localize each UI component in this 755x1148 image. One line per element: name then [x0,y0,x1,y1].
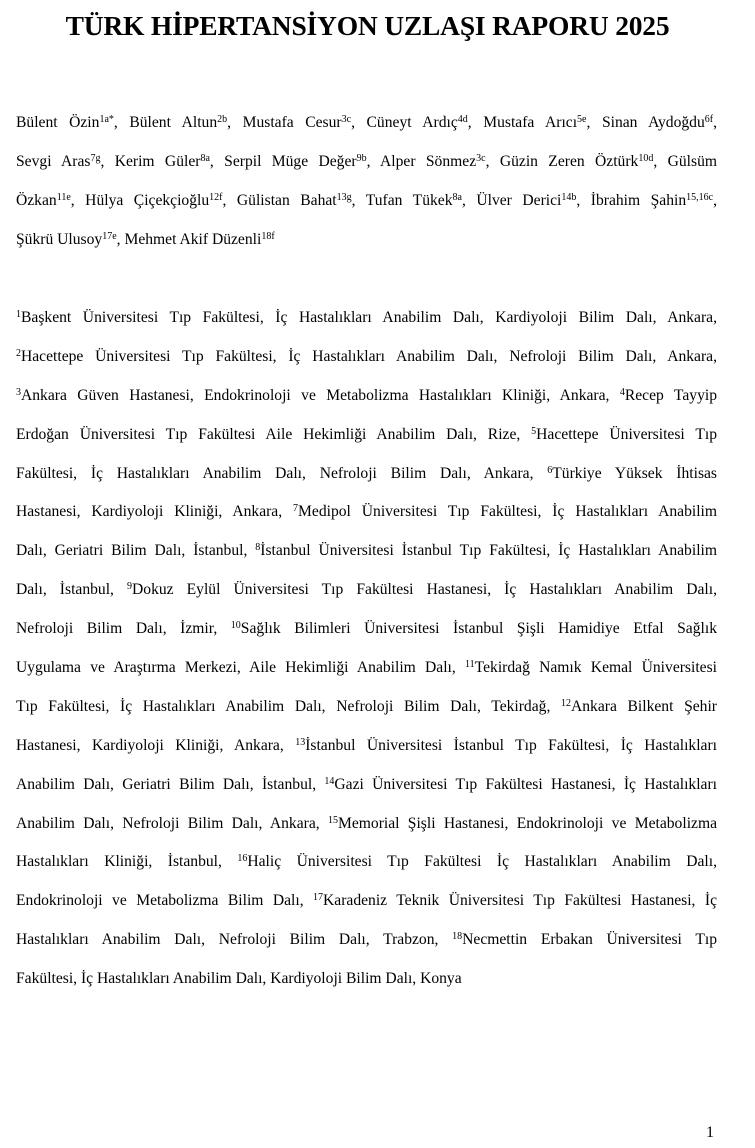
text-line [16,108,717,147]
text-run: Anabilim Dalı, Geriatri Bilim Dalı, İstanbul, [16,775,325,793]
superscript-marker: 15,16c [686,191,714,203]
text-line [16,770,717,809]
text-line [16,809,717,848]
superscript-marker: 5 [531,425,537,437]
text-line [16,614,717,653]
text-run: Nefroloji Bilim Dalı, İzmir, [16,620,231,638]
text-run: Dalı, Geriatri Bilim Dalı, İstanbul, [16,542,256,560]
text-run: Şükrü Ulusoy [16,230,103,248]
superscript-marker: 8 [255,542,261,554]
text-run: Hacettepe Üniversitesi Tıp [536,425,717,443]
superscript-marker: 3 [16,386,21,398]
text-run: Tekirdağ Namık Kemal Üniversitesi [474,659,717,677]
text-line [16,964,717,1003]
text-run: , Kerim Güler [100,152,201,170]
text-run: , Bülent Altun [113,114,218,131]
document-title: TÜRK HİPERTANSİYON UZLAŞI RAPORU 2025 [65,10,670,41]
superscript-marker: 6f [704,114,714,125]
text-run: Hastalıkları Kliniği, İstanbul, [16,853,238,871]
superscript-marker: 13g [336,191,352,203]
text-run: Tıp Fakültesi, İç Hastalıkları Anabilim Dalı, Nefroloji Bilim Dalı, Tekirdağ, [16,697,561,715]
text-run: İstanbul Üniversitesi İstanbul Tıp Fakültesi, İç Hastalıkları Anabilim [260,542,717,560]
superscript-marker: 5e [577,114,587,125]
text-line [16,342,717,381]
text-run: Hastalıkları Anabilim Dalı, Nefroloji Bilim Dalı, Trabzon, [16,931,453,949]
text-run: , Ülver Derici [461,191,562,209]
text-line [16,847,717,886]
superscript-marker: 15 [327,814,338,826]
superscript-marker: 4 [619,386,625,398]
text-line [16,497,717,536]
text-run: Türkiye Yüksek İhtisas [552,464,717,482]
text-run: Sevgi Aras [16,152,91,170]
superscript-marker: 3c [476,152,486,164]
text-run: , Mustafa Cesur [227,114,342,131]
superscript-marker: 9b [356,152,367,164]
text-line [16,886,717,925]
text-run: Haliç Üniversitesi Tıp Fakültesi İç Hastalıkları Anabilim Dalı, [247,853,717,871]
text-run: , Mehmet Akif Düzenli [116,230,262,248]
text-run: , Cüneyt Ardıç [351,114,458,131]
superscript-marker: 7g [90,152,101,164]
superscript-marker: 2 [16,347,21,359]
text-line [16,303,717,342]
text-run: Hacettepe Üniversitesi Tıp Fakültesi, İç Hastalıkları Anabilim Dalı, Nefroloji Bilim Dalı, Ankara, [21,347,717,365]
text-run: Hastanesi, Kardiyoloji Kliniği, Ankara, [16,503,294,521]
text-run: Uygulama ve Araştırma Merkezi, Aile Hekimliği Anabilim Dalı, [16,659,466,677]
text-line [16,575,717,614]
text-run: Özkan [16,191,57,209]
superscript-marker: 14 [324,775,335,787]
text-run: Recep Tayyip [624,386,717,404]
text-line [16,536,717,575]
superscript-marker: 10 [230,620,241,632]
text-run: Dalı, İstanbul, [16,581,128,599]
text-run: , İbrahim Şahin [576,191,687,209]
text-run: Memorial Şişli Hastanesi, Endokrinoloji ve Metabolizma [337,814,717,832]
text-run: Fakültesi, İç Hastalıkları Anabilim Dalı, Nefroloji Bilim Dalı, Ankara, [16,464,548,482]
superscript-marker: 17 [313,892,324,904]
text-run: , [713,114,718,131]
superscript-marker: 11 [465,659,475,671]
text-line [16,692,717,731]
text-run: , Tufan Tükek [351,191,453,209]
superscript-marker: 18f [261,230,275,242]
superscript-marker: 11e [56,191,71,203]
superscript-marker: 14b [561,191,577,203]
superscript-marker: 13 [295,736,306,748]
text-run: Endokrinoloji ve Metabolizma Bilim Dalı, [16,892,314,910]
superscript-marker: 9 [127,581,133,593]
author-list [16,108,717,264]
text-line [16,731,717,770]
text-run: Necmettin Erbakan Üniversitesi Tıp [462,931,717,949]
superscript-marker: 16 [237,853,248,865]
superscript-marker: 12 [561,697,571,709]
text-run: Hastanesi, Kardiyoloji Kliniği, Ankara, [16,736,296,754]
text-line [16,653,717,692]
text-run: Medipol Üniversitesi Tıp Fakültesi, İç Hastalıkları Anabilim [298,503,718,521]
text-line [16,186,717,225]
text-run: , Gülistan Bahat [222,191,337,209]
text-line [16,147,717,186]
text-run: Karadeniz Teknik Üniversitesi Tıp Fakültesi Hastanesi, İç [323,892,717,910]
text-run: , Mustafa Arıcı [467,114,578,131]
superscript-marker: 7 [293,503,299,515]
text-line [16,420,717,459]
superscript-marker: 4d [457,114,468,125]
text-run: , [713,191,718,209]
superscript-marker: 3c [341,114,352,125]
superscript-marker: 8a [200,152,210,164]
text-run: , Serpil Müge Değer [209,152,357,170]
text-line [16,459,717,498]
superscript-marker: 1a* [99,114,114,125]
text-run: , Alper Sönmez [366,152,477,170]
text-run: Gazi Üniversitesi Tıp Fakültesi Hastanesi, İç Hastalıkları [334,775,717,793]
affiliation-list [16,303,717,1003]
superscript-marker: 1 [16,309,21,320]
page-number: 1 [706,1124,714,1141]
superscript-marker: 18 [452,931,463,943]
text-run: Sağlık Bilimleri Üniversitesi İstanbul Şişli Hamidiye Etfal Sağlık [240,620,717,638]
text-run: Erdoğan Üniversitesi Tıp Fakültesi Aile Hekimliği Anabilim Dalı, Rize, [16,425,532,443]
text-run: , Hülya Çiçekçioğlu [70,191,210,209]
text-line [16,925,717,964]
text-run: Fakültesi, İç Hastalıkları Anabilim Dalı, Kardiyoloji Bilim Dalı, Konya [16,970,462,988]
text-run: , Güzin Zeren Öztürk [485,152,639,170]
text-run: Ankara Bilkent Şehir [571,697,717,715]
text-run: Başkent Üniversitesi Tıp Fakültesi, İç Hastalıkları Anabilim Dalı, Kardiyoloji Bilim Dalı, Ankara, [21,309,717,326]
text-run: , Sinan Aydoğdu [586,114,705,131]
superscript-marker: 6 [547,464,553,476]
text-run: Anabilim Dalı, Nefroloji Bilim Dalı, Ankara, [16,814,328,832]
superscript-marker: 12f [209,191,223,203]
text-run: , Gülsüm [653,152,717,170]
text-run: Bülent Özin [16,114,100,131]
text-line [16,225,717,264]
superscript-marker: 8a [452,191,462,203]
superscript-marker: 2b [217,114,228,125]
text-line [16,381,717,420]
text-run: Dokuz Eylül Üniversitesi Tıp Fakültesi Hastanesi, İç Hastalıkları Anabilim Dalı, [132,581,717,599]
text-run: Ankara Güven Hastanesi, Endokrinoloji ve Metabolizma Hastalıkları Kliniği, Ankara, [21,386,620,404]
text-run: İstanbul Üniversitesi İstanbul Tıp Fakültesi, İç Hastalıkları [305,736,717,754]
superscript-marker: 17e [102,230,117,242]
superscript-marker: 10d [638,152,654,164]
